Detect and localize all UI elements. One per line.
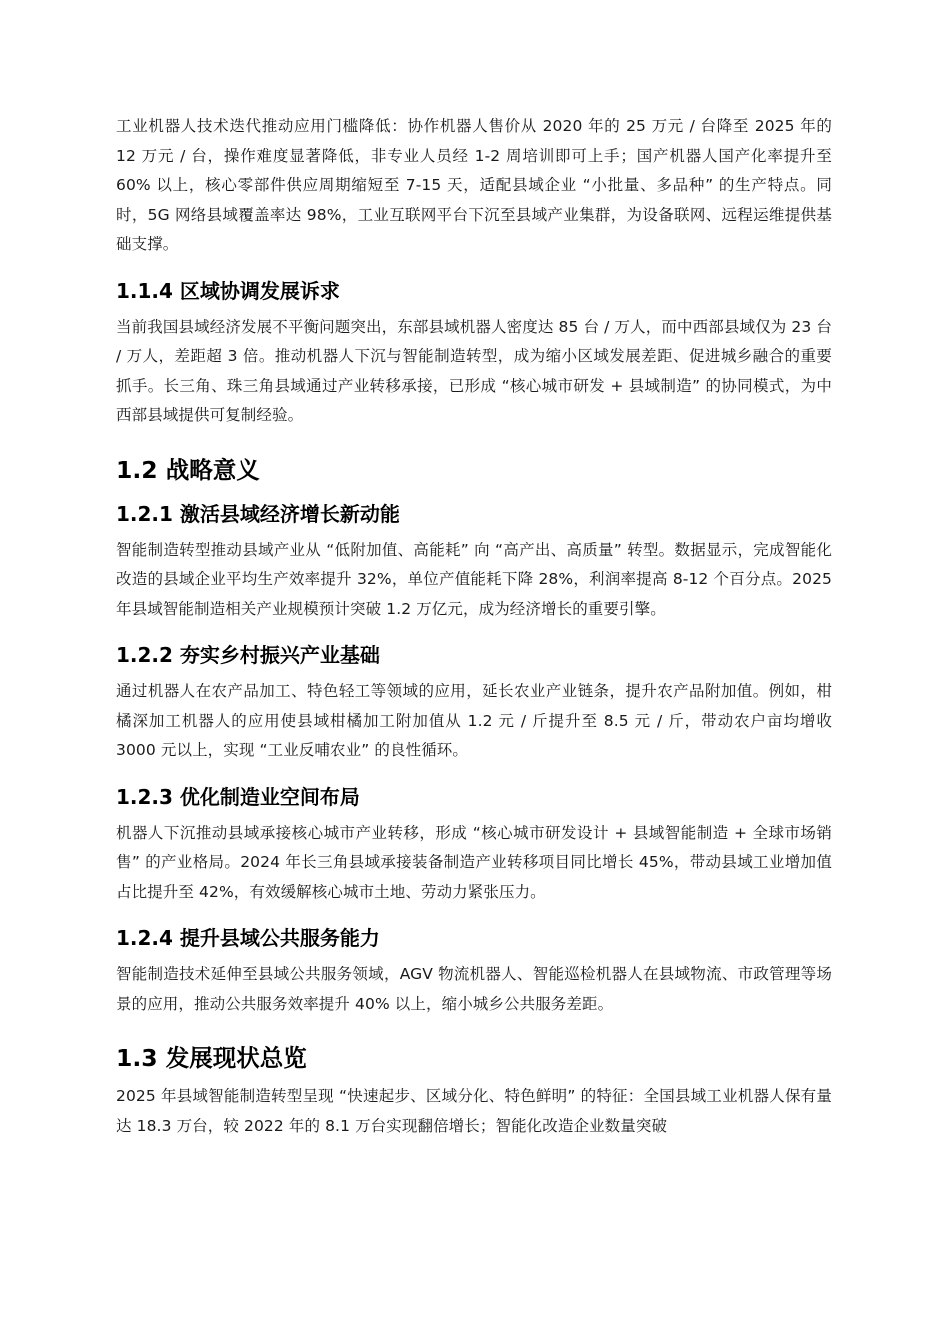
paragraph-1-2-1: 智能制造转型推动县域产业从 “低附加值、高能耗” 向 “高产出、高质量” 转型。数据显示，完成智能化改造的县域企业平均生产效率提升 32%，单位产值能耗下降 28%，利润率提高 8-12 个百分点。2025 年县域智能制造相关产业规模预计突破 1.2 万亿元，成为经济增长的重要引擎。 — [116, 540, 832, 618]
heading-1-3: 1.3 发展现状总览 — [116, 1044, 307, 1072]
heading-1-2-1: 1.2.1 激活县域经济增长新动能 — [116, 501, 400, 526]
paragraph-intro: 工业机器人技术迭代推动应用门槛降低：协作机器人售价从 2020 年的 25 万元 / 台降至 2025 年的 12 万元 / 台，操作难度显著降低，非专业人员经 1-2 周培训即可上手；国产机器人国产化率提升至 60% 以上，核心零部件供应周期缩短至 7-15 天，适配县域企业 “小批量、多品种” 的生产特点。同时，5G 网络县域覆盖率达 98%，工业互联网平台下沉至县域产业集群，为设备联网、远程运维提供基础支撑。 — [116, 117, 832, 253]
heading-1-2-2: 1.2.2 夯实乡村振兴产业基础 — [116, 643, 380, 667]
paragraph-1-2-2: 通过机器人在农产品加工、特色轻工等领域的应用，延长农业产业链条，提升农产品附加值。例如，柑橘深加工机器人的应用使县域柑橘加工附加值从 1.2 元 / 斤提升至 8.5 元 / 斤，带动农户亩均增收 3000 元以上，实现 “工业反哺农业” 的良性循环。 — [116, 682, 832, 759]
heading-1-1-4: 1.1.4 区域协调发展诉求 — [116, 278, 340, 303]
paragraph-1-1-4: 当前我国县域经济发展不平衡问题突出，东部县域机器人密度达 85 台 / 万人，而中西部县域仅为 23 台 / 万人，差距超 3 倍。推动机器人下沉与智能制造转型，成为缩小区域发展差距、促进城乡融合的重要抓手。长三角、珠三角县域通过产业转移承接，已形成 “核心城市研发 + 县域制造” 的协同模式，为中西部县域提供可复制经验。 — [116, 317, 832, 424]
paragraph-1-2-4: 智能制造技术延伸至县域公共服务领域，AGV 物流机器人、智能巡检机器人在县域物流、市政管理等场景的应用，推动公共服务效率提升 40% 以上，缩小城乡公共服务差距。 — [116, 965, 832, 1013]
heading-1-2-4: 1.2.4 提升县域公共服务能力 — [116, 926, 380, 950]
paragraph-1-2-3: 机器人下沉推动县域承接核心城市产业转移，形成 “核心城市研发设计 + 县域智能制造 + 全球市场销售” 的产业格局。2024 年长三角县域承接装备制造产业转移项目同比增长 45%，带动县域工业增加值占比提升至 42%，有效缓解核心城市土地、劳动力紧张压力。 — [116, 823, 832, 901]
document-page — [116, 112, 832, 1141]
paragraph-1-3: 2025 年县域智能制造转型呈现 “快速起步、区域分化、特色鲜明” 的特征：全国县域工业机器人保有量达 18.3 万台，较 2022 年的 8.1 万台实现翻倍增长；智能化改造企业数量突破 — [116, 1087, 832, 1135]
heading-1-2-3: 1.2.3 优化制造业空间布局 — [116, 784, 360, 809]
heading-1-2: 1.2 战略意义 — [116, 455, 260, 484]
